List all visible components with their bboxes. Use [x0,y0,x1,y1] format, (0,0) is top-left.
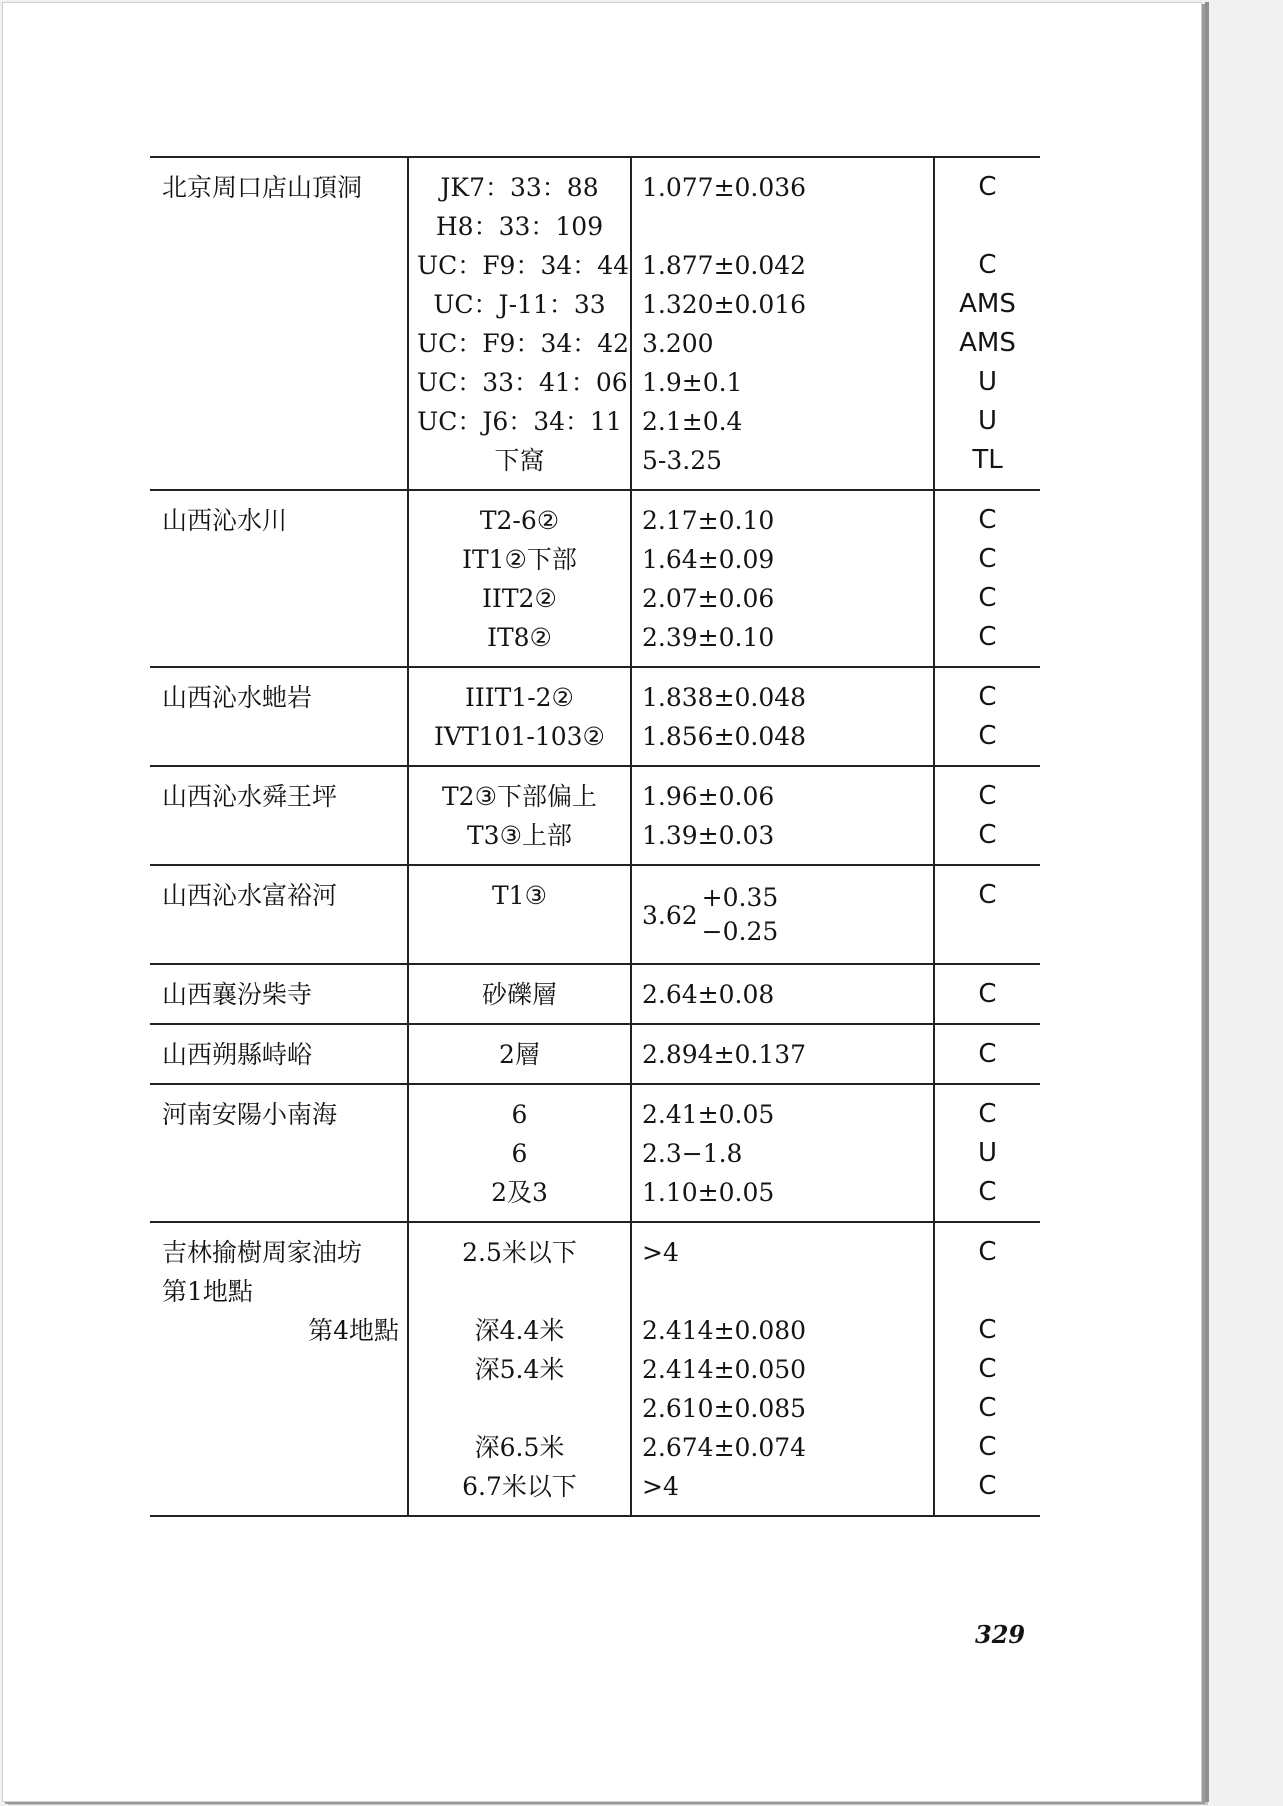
age-value: 2.41±0.05 [642,1100,775,1129]
age-cell [631,1084,934,1222]
sample-id: UC：33：41：06 [417,368,628,397]
age-cell [631,865,934,964]
table-row [150,964,1040,1024]
sample-id: T1③ [492,881,547,910]
age-value [642,1272,925,1311]
sample-id: H8：33：109 [435,212,604,241]
method-value: U [977,1138,998,1168]
site-name: 山西襄汾柴寺 [162,980,313,1009]
site-cell [150,964,408,1024]
method-value: C [978,820,997,850]
age-cell [631,964,934,1024]
method-cell [934,667,1040,766]
site-cell [150,1084,408,1222]
sample-cell [408,1024,631,1084]
sample-id [417,1272,622,1311]
sample-id: JK7：33：88 [440,173,599,202]
site-locality-sub: 第4地點 [308,1316,399,1345]
table-row [150,158,1040,490]
site-cell [150,865,408,964]
age-cell [631,1024,934,1084]
site-cell [150,158,408,490]
site-cell [150,1024,408,1084]
age-value: 2.1±0.4 [642,407,743,436]
table-row [150,766,1040,865]
method-cell [934,964,1040,1024]
method-value: C [978,1039,997,1069]
sample-id: T2-6② [479,506,560,535]
age-value: 1.96±0.06 [642,782,775,811]
sample-id: 2及3 [491,1178,548,1207]
method-value: C [978,250,997,280]
site-cell [150,667,408,766]
sample-id: 6 [511,1139,528,1168]
age-value: 2.07±0.06 [642,584,775,613]
site-cell [150,1222,408,1516]
sample-id: 6.7米以下 [462,1472,577,1501]
age-minus-error: −0.25 [701,917,779,946]
table-row [150,1024,1040,1084]
age-value: 2.894±0.137 [642,1040,807,1069]
method-cell [934,158,1040,490]
sample-id: UC：F9：34：42 [417,329,630,358]
method-value: C [978,1432,997,1462]
method-value: C [978,622,997,652]
sample-id: 下窩 [494,446,545,475]
sample-id: 2層 [499,1040,540,1069]
age-value: 2.17±0.10 [642,506,775,535]
method-value: C [978,1471,997,1501]
age-value: 2.39±0.10 [642,623,775,652]
method-value: C [978,781,997,811]
method-cell [934,1084,1040,1222]
sample-id: 深5.4米 [474,1355,565,1384]
method-value: C [978,1099,997,1129]
method-value: C [978,979,997,1009]
method-value: C [978,1315,997,1345]
age-value: 2.674±0.074 [642,1433,807,1462]
age-cell [631,490,934,667]
page-edge [1205,2,1209,1802]
age-value: 1.64±0.09 [642,545,775,574]
table-row [150,865,1040,964]
sample-id: 深4.4米 [474,1316,565,1345]
sample-id: T3③上部 [467,821,572,850]
sample-id: IT1②下部 [462,545,577,574]
method-cell [934,490,1040,667]
age-value: 1.10±0.05 [642,1178,775,1207]
age-cell [631,158,934,490]
site-name: 山西沁水舜王坪 [162,782,338,811]
sample-cell [408,964,631,1024]
sample-id: 2.5米以下 [462,1238,577,1267]
method-value: AMS [959,328,1016,358]
site-name: 河南安陽小南海 [162,1100,338,1129]
sample-cell [408,490,631,667]
method-value: C [978,1354,997,1384]
site-name: 山西朔縣峙峪 [162,1040,313,1069]
sample-id: UC：F9：34：44 [417,251,630,280]
table-row [150,490,1040,667]
sample-id: UC：J6：34：11 [417,407,622,436]
sample-id: T2③下部偏上 [442,782,597,811]
sample-id: 深6.5米 [474,1433,565,1462]
sample-id: 砂礫層 [481,980,557,1009]
sample-cell [408,1084,631,1222]
age-value: 1.077±0.036 [642,173,807,202]
method-value: U [977,367,998,397]
asymmetric-age [642,876,925,954]
method-value: C [978,505,997,535]
age-value: 1.9±0.1 [642,368,743,397]
site-cell [150,490,408,667]
age-value: 2.414±0.050 [642,1355,807,1384]
sample-id: IIIT1-2② [465,683,574,712]
site-cell [150,766,408,865]
method-value: C [978,544,997,574]
age-value: 2.610±0.085 [642,1394,807,1423]
age-base: 3.62 [642,900,698,930]
sample-cell [408,158,631,490]
age-value: 2.414±0.080 [642,1316,807,1345]
method-value: U [977,406,998,436]
site-name: 山西沁水虵岩 [162,683,313,712]
sample-cell [408,766,631,865]
site-locality: 第1地點 [162,1277,253,1306]
method-cell [934,1024,1040,1084]
sample-cell [408,1222,631,1516]
table-row [150,667,1040,766]
method-value [943,1272,1032,1311]
sample-id: IIT2② [482,584,557,613]
site-name: 吉林揄樹周家油坊 [162,1238,363,1267]
age-value: 2.3−1.8 [642,1139,743,1168]
age-cell [631,766,934,865]
method-value: C [978,1177,997,1207]
age-value: >4 [642,1472,679,1501]
method-value: C [978,172,997,202]
age-value: 1.877±0.042 [642,251,807,280]
method-value: C [978,1237,997,1267]
method-cell [934,865,1040,964]
method-value: TL [972,445,1003,475]
method-value: C [978,682,997,712]
age-plus-error: +0.35 [701,883,779,912]
age-value: >4 [642,1238,679,1267]
sample-id: IVT101-103② [434,722,605,751]
page-number: 329 [975,1620,1026,1649]
site-name: 北京周口店山頂洞 [162,173,363,202]
sample-id: IT8② [487,623,552,652]
sample-cell [408,667,631,766]
age-value: 3.200 [642,329,714,358]
age-value: 1.39±0.03 [642,821,775,850]
method-value: C [978,1393,997,1423]
site-name: 山西沁水富裕河 [162,881,338,910]
table-row [150,1222,1040,1516]
method-value [943,207,1032,246]
method-value: C [978,583,997,613]
method-cell [934,1222,1040,1516]
age-cell [631,667,934,766]
age-value: 2.64±0.08 [642,980,775,1009]
age-value: 1.320±0.016 [642,290,807,319]
method-value: AMS [959,289,1016,319]
dating-table [150,156,1040,1517]
age-value: 5-3.25 [642,446,723,475]
age-value: 1.838±0.048 [642,683,807,712]
method-cell [934,766,1040,865]
sample-cell [408,865,631,964]
method-value: C [978,880,997,910]
sample-id [417,1389,622,1428]
sample-id: 6 [511,1100,528,1129]
table-row [150,1084,1040,1222]
sample-id: UC：J-11：33 [433,290,606,319]
site-name: 山西沁水川 [162,506,288,535]
age-cell [631,1222,934,1516]
age-value: 1.856±0.048 [642,722,807,751]
method-value: C [978,721,997,751]
age-value [642,207,925,246]
